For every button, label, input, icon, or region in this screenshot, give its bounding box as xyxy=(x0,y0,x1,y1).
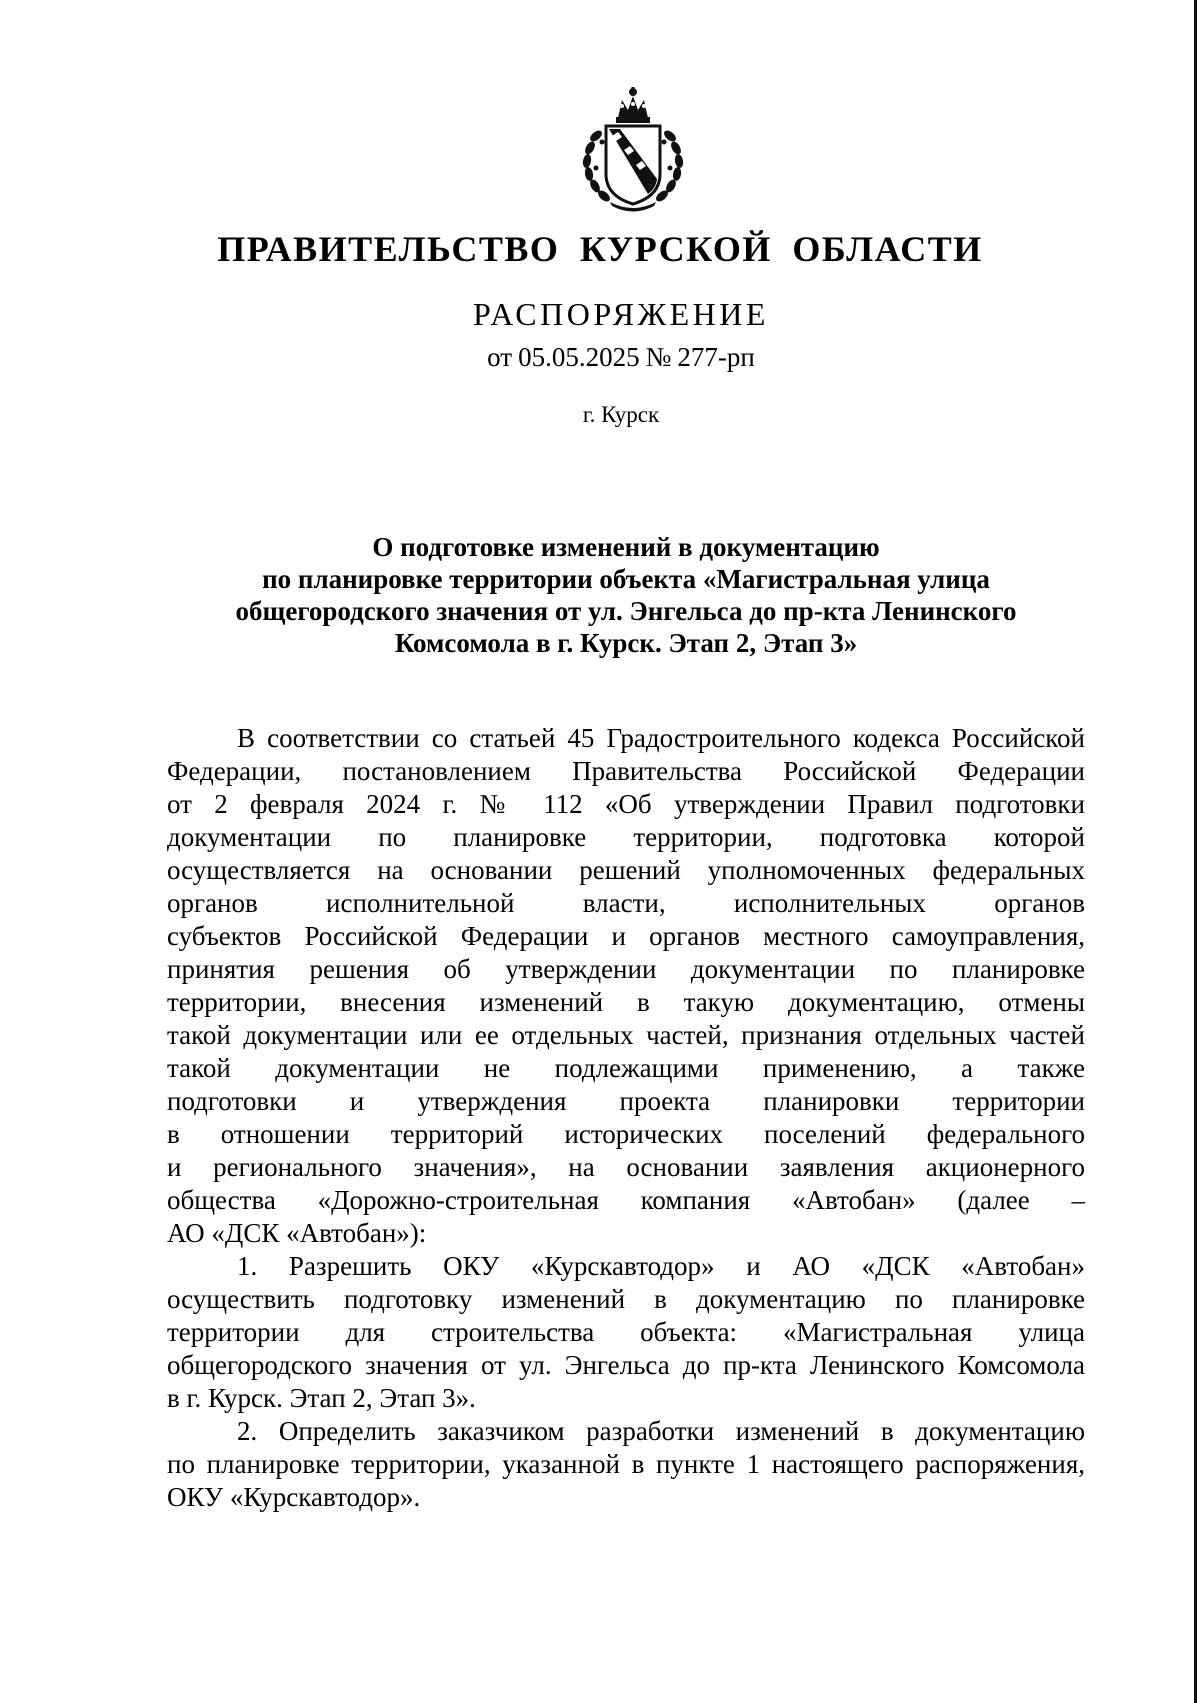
document-date: 05.05.2025 xyxy=(518,342,640,372)
item2-line: по планировке территории, указанной в пункте 1 настоящего распоряжения, xyxy=(167,1449,1085,1479)
kursk-coat-of-arms-icon xyxy=(566,84,700,218)
preamble-line: в отношении территорий исторических поселений федерального xyxy=(167,1119,1085,1149)
item2-line: ОКУ «Курскавтодор». xyxy=(167,1482,421,1512)
preamble-line: и регионального значения», на основании заявления акционерного xyxy=(167,1152,1085,1182)
item1-line: осуществить подготовку изменений в документацию по планировке xyxy=(167,1284,1085,1314)
preamble-line: В соответствии со статьей 45 Градостроительного кодекса Российской xyxy=(237,723,1085,753)
document-subject xyxy=(170,531,1082,659)
shield-icon xyxy=(606,126,660,204)
item1-line: территории для строительства объекта: «Магистральная улица xyxy=(167,1317,1085,1347)
preamble-line: такой документации или ее отдельных частей, признания отдельных частей xyxy=(167,1020,1085,1050)
number-sign: № xyxy=(645,342,672,372)
document-type: РАСПОРЯЖЕНИЕ xyxy=(473,296,769,332)
preamble-line: органов исполнительной власти, исполнительных органов xyxy=(167,888,1085,918)
document-date-number xyxy=(0,342,1200,373)
document-number: 277-рп xyxy=(677,342,755,372)
item1-line: 1. Разрешить ОКУ «Курскавтодор» и АО «ДСК «Автобан» xyxy=(237,1251,1085,1281)
preamble-line: подготовки и утверждения проекта планировки территории xyxy=(167,1086,1085,1116)
preamble-line: Федерации, постановлением Правительства Российской Федерации xyxy=(167,756,1085,786)
preamble-line: субъектов Российской Федерации и органов местного самоуправления, xyxy=(167,921,1085,951)
date-prefix: от xyxy=(487,342,513,372)
preamble-line: принятия решения об утверждении документации по планировке xyxy=(167,954,1085,984)
crown-icon xyxy=(616,87,650,123)
preamble-line: АО «ДСК «Автобан»): xyxy=(167,1218,427,1248)
government-title: ПРАВИТЕЛЬСТВО КУРСКОЙ ОБЛАСТИ xyxy=(217,229,983,269)
preamble-line: документации по планировке территории, подготовка которой xyxy=(167,822,1085,852)
subject-line: по планировке территории объекта «Магистральная улица xyxy=(262,564,990,594)
item1-line: общегородского значения от ул. Энгельса до пр-кта Ленинского Комсомола xyxy=(167,1350,1085,1380)
preamble-line: от 2 февраля 2024 г. № 112 «Об утверждении Правил подготовки xyxy=(167,789,1085,819)
preamble-line: территории, внесения изменений в такую документацию, отмены xyxy=(167,987,1085,1017)
preamble-line: осуществляется на основании решений уполномоченных федеральных xyxy=(167,855,1085,885)
item1-line: в г. Курск. Этап 2, Этап 3». xyxy=(167,1383,476,1413)
preamble-line: такой документации не подлежащими применению, а также xyxy=(167,1053,1085,1083)
subject-line: Комсомола в г. Курск. Этап 2, Этап 3» xyxy=(394,628,858,658)
document-city: г. Курск xyxy=(582,402,660,427)
subject-line: О подготовке изменений в документацию xyxy=(372,532,880,562)
item2-line: 2. Определить заказчиком разработки изменений в документацию xyxy=(237,1416,1085,1446)
document-body xyxy=(167,722,1085,1514)
preamble-line: общества «Дорожно-строительная компания «Автобан» (далее – xyxy=(167,1185,1085,1215)
subject-line: общегородского значения от ул. Энгельса до пр-кта Ленинского xyxy=(235,596,1017,626)
